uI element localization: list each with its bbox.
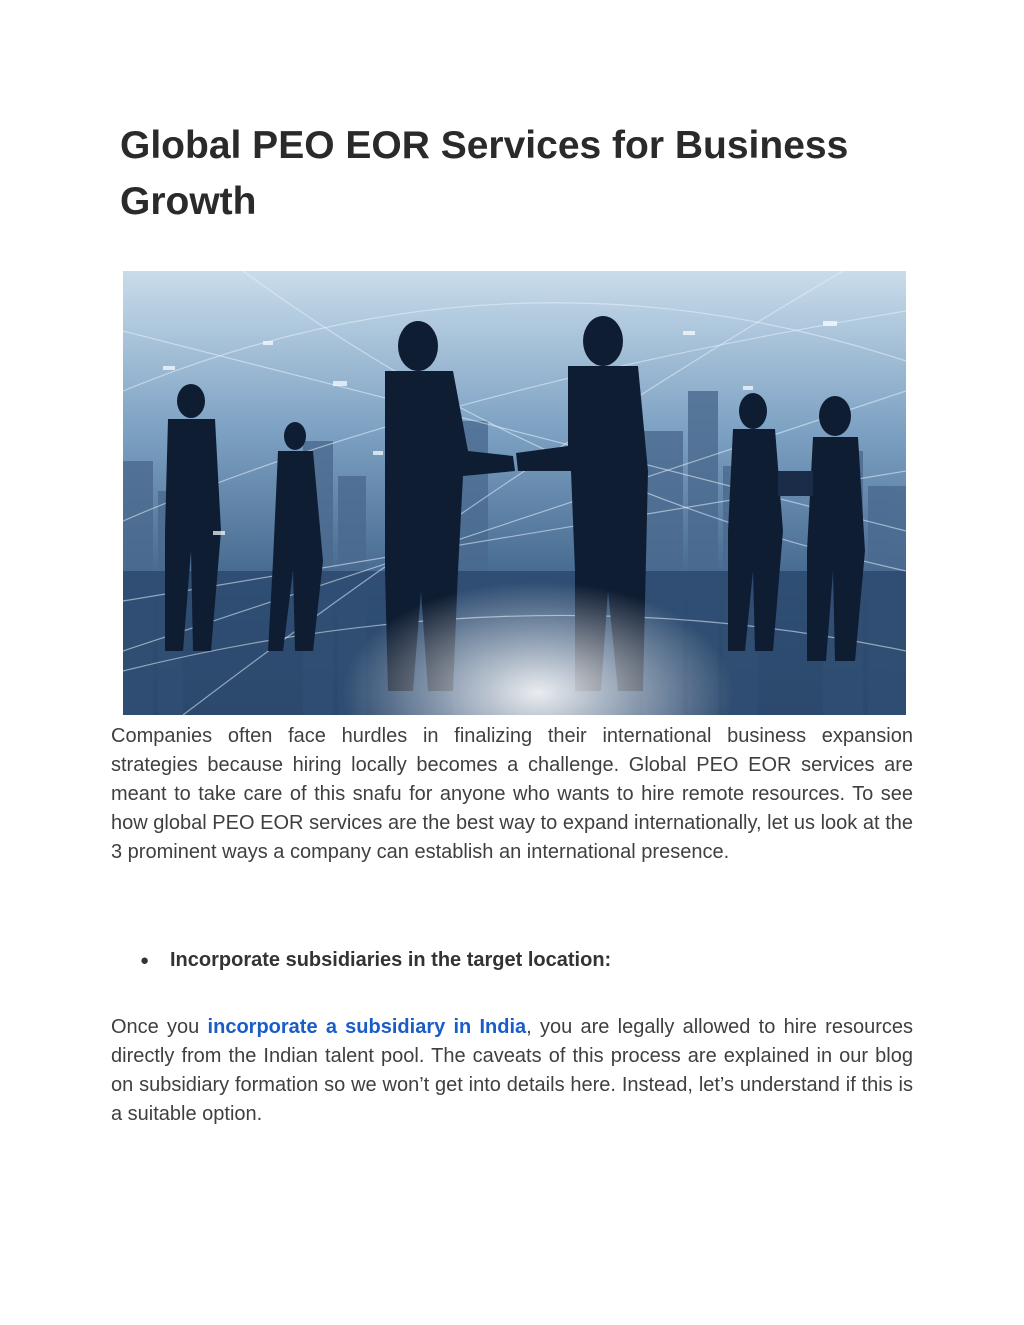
paragraph-text-before-link: Once you xyxy=(111,1016,208,1038)
page-title: Global PEO EOR Services for Business Growth xyxy=(120,124,849,223)
subsidiary-paragraph xyxy=(111,1013,913,1129)
paragraph-text-after-link: , you are legally allowed to hire resources directly from the Indian talent pool. The caveats of this process are explained in our blog on subsidiary formation so we won’t get into details here. Instead, let’s understand if this is a suitable option. xyxy=(111,1016,913,1125)
hero-image xyxy=(123,271,906,715)
intro-paragraph: Companies often face hurdles in finalizing their international business expansion strategies because hiring locally becomes a challenge. Global PEO EOR services are meant to take care of this snafu for anyone who wants to hire remote resources. To see how global PEO EOR services are the best way to expand internationally, let us look at the 3 prominent ways a company can establish an international presence. xyxy=(111,725,913,863)
bullet-icon: ● xyxy=(140,952,150,969)
bullet-text: Incorporate subsidiaries in the target location: xyxy=(170,949,612,971)
incorporate-subsidiary-link[interactable]: incorporate a subsidiary in India xyxy=(207,1016,527,1038)
bullet-item xyxy=(140,946,611,975)
